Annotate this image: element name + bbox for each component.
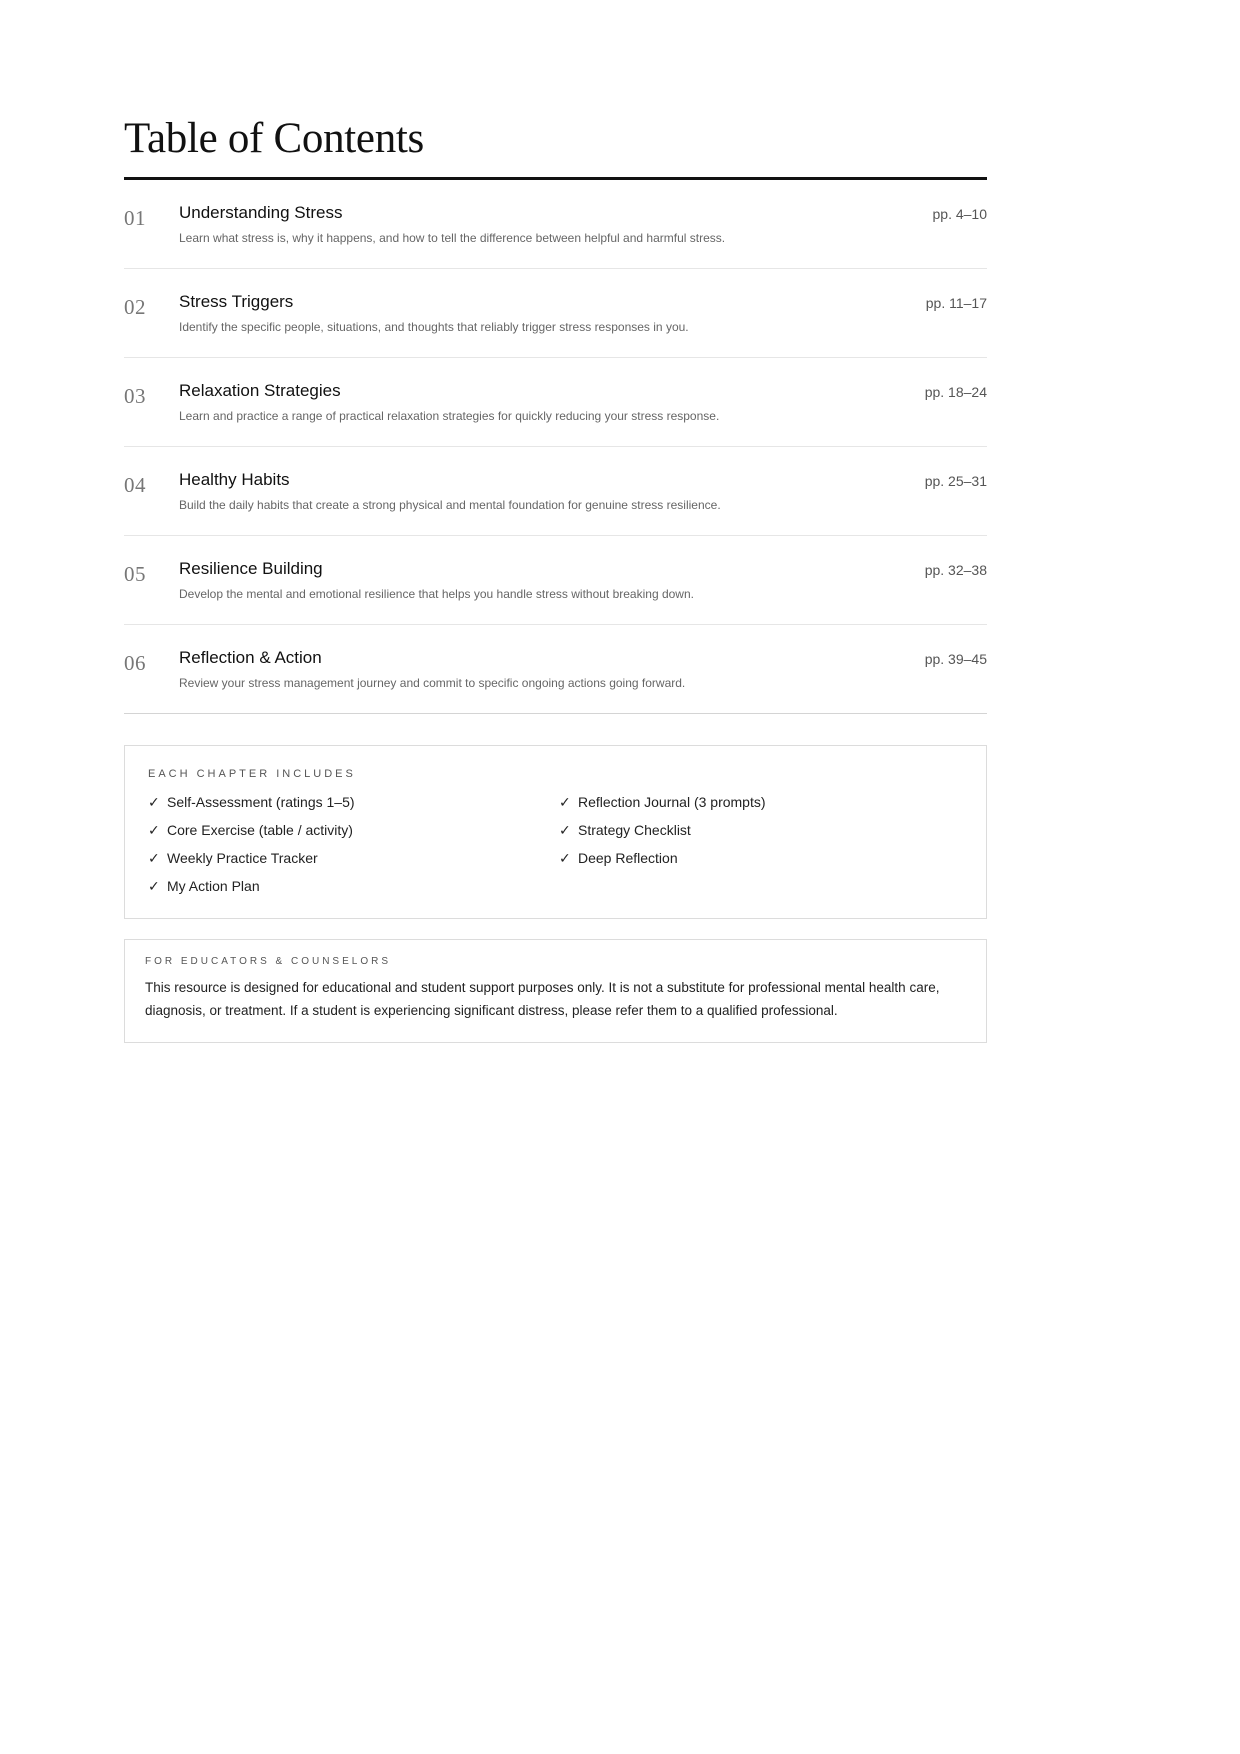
chapter-description: Learn and practice a range of practical relaxation strategies for quickly reducing your stress response. (179, 409, 720, 423)
toc-row (124, 625, 987, 714)
check-icon: ✓ (559, 850, 571, 866)
check-icon: ✓ (148, 850, 160, 866)
include-item-label: Self-Assessment (ratings 1–5) (167, 794, 355, 810)
include-item-label: Reflection Journal (3 prompts) (578, 794, 766, 810)
chapter-description: Review your stress management journey and commit to specific ongoing actions going forward. (179, 676, 686, 690)
chapter-title: Stress Triggers (179, 292, 294, 311)
chapter-description: Build the daily habits that create a strong physical and mental foundation for genuine stress resilience. (179, 498, 721, 512)
includes-column-left (148, 794, 538, 906)
include-item-label: Deep Reflection (578, 850, 678, 866)
includes-heading: EACH CHAPTER INCLUDES (148, 768, 356, 780)
include-item (148, 878, 538, 906)
include-item-label: Weekly Practice Tracker (167, 850, 318, 866)
chapter-number: 01 (124, 206, 146, 230)
chapter-title: Understanding Stress (179, 203, 343, 222)
toc-row (124, 269, 987, 358)
chapter-pages: pp. 32–38 (924, 562, 987, 578)
toc-row (124, 447, 987, 536)
chapter-includes-box (124, 745, 987, 919)
includes-column-right (559, 794, 949, 878)
check-icon: ✓ (148, 878, 160, 894)
educators-heading: FOR EDUCATORS & COUNSELORS (145, 956, 391, 967)
educators-text: This resource is designed for educational and student support purposes only. It is not a substitute for professional mental health care, diagnosis, or treatment. If a student is experiencing significant distress, please refer them to a qualified professional. (145, 980, 940, 1018)
include-item (559, 794, 949, 822)
chapter-number: 02 (124, 295, 146, 319)
chapter-pages: pp. 39–45 (924, 651, 987, 667)
chapter-description: Develop the mental and emotional resilience that helps you handle stress without breaking down. (179, 587, 694, 601)
check-icon: ✓ (559, 794, 571, 810)
toc-row (124, 180, 987, 269)
chapter-number: 03 (124, 384, 146, 408)
include-item-label: Core Exercise (table / activity) (167, 822, 353, 838)
chapter-pages: pp. 4–10 (932, 206, 987, 222)
chapter-description: Identify the specific people, situations, and thoughts that reliably trigger stress responses in you. (179, 320, 689, 334)
chapter-title: Resilience Building (179, 559, 323, 578)
page-title: Table of Contents (124, 112, 987, 180)
include-item (148, 850, 538, 878)
chapter-pages: pp. 18–24 (924, 384, 987, 400)
check-icon: ✓ (148, 822, 160, 838)
include-item (148, 794, 538, 822)
educators-note-box (124, 939, 987, 1043)
toc-list (124, 180, 987, 714)
chapter-number: 05 (124, 562, 146, 586)
include-item-label: My Action Plan (167, 878, 260, 894)
include-item-label: Strategy Checklist (578, 822, 691, 838)
chapter-title: Reflection & Action (179, 648, 322, 667)
chapter-number: 06 (124, 651, 146, 675)
check-icon: ✓ (148, 794, 160, 810)
chapter-title: Healthy Habits (179, 470, 290, 489)
toc-row (124, 358, 987, 447)
check-icon: ✓ (559, 822, 571, 838)
include-item (148, 822, 538, 850)
include-item (559, 850, 949, 878)
chapter-description: Learn what stress is, why it happens, and how to tell the difference between helpful and harmful stress. (179, 231, 726, 245)
toc-row (124, 536, 987, 625)
document-page (124, 112, 987, 1043)
chapter-title: Relaxation Strategies (179, 381, 341, 400)
include-item (559, 822, 949, 850)
chapter-pages: pp. 11–17 (925, 295, 987, 311)
chapter-pages: pp. 25–31 (924, 473, 987, 489)
chapter-number: 04 (124, 473, 146, 497)
